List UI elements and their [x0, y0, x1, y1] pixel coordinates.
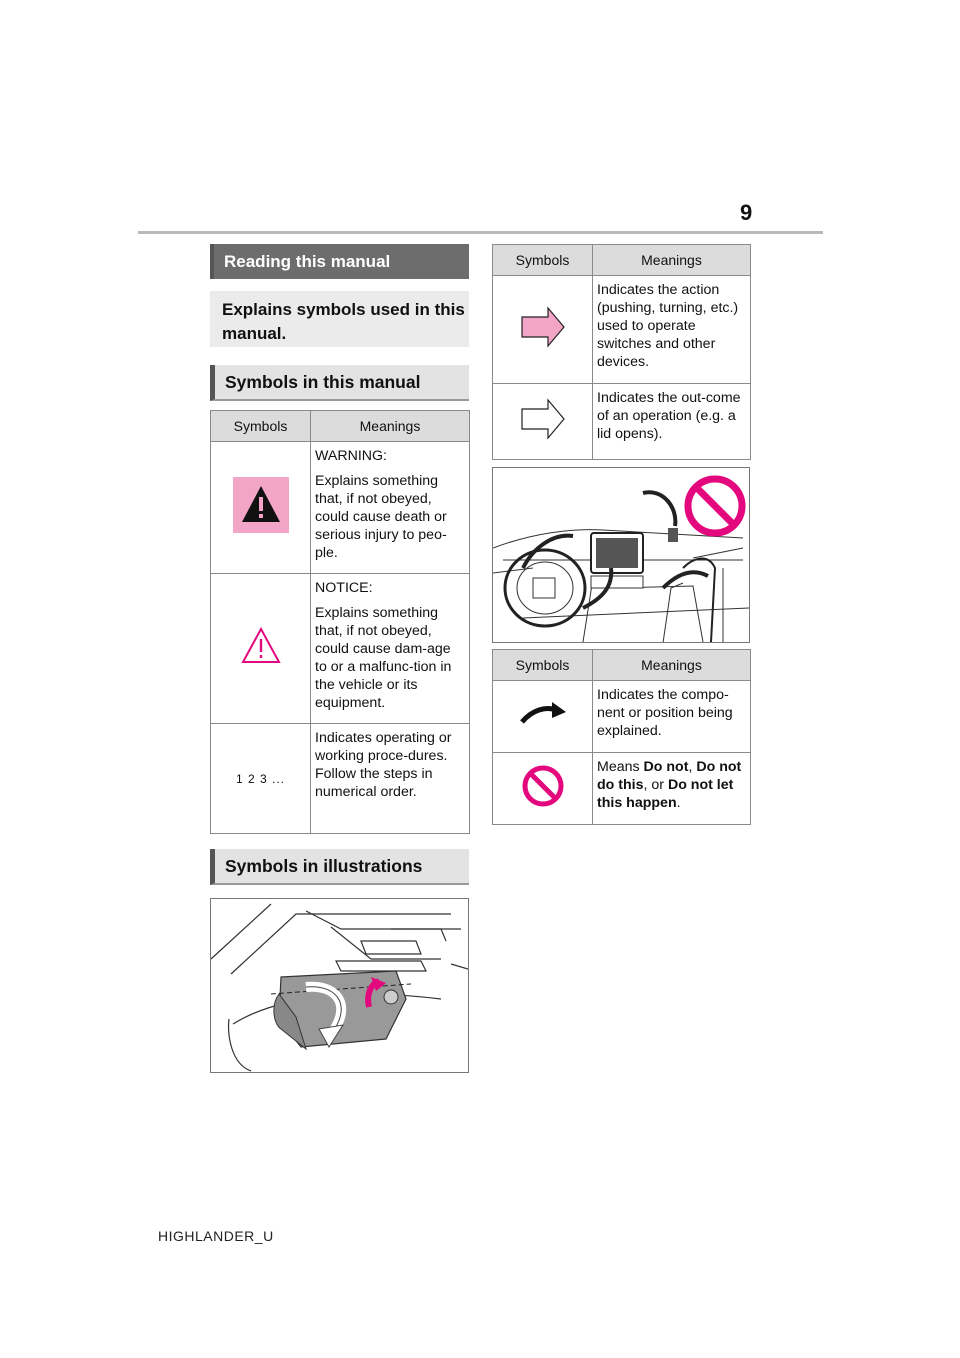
- meaning-text-bold: Do not let this happen: [597, 777, 734, 811]
- meaning-cell: [311, 442, 470, 574]
- table-header-row: [493, 650, 751, 681]
- intro-text: Explains symbols used in this manual.: [210, 291, 469, 347]
- footer-model-code: HIGHLANDER_U: [158, 1228, 274, 1244]
- meaning-cell: [593, 276, 751, 384]
- symbol-cell: [493, 753, 593, 825]
- table-header-row: [493, 245, 751, 276]
- prohibition-icon: [521, 764, 565, 808]
- meaning-text: Indicates the out-come of an operation (e.g. a lid opens).: [597, 390, 741, 442]
- chapter-band: Reading this manual: [210, 244, 469, 279]
- action-arrow-pink-icon: [520, 306, 566, 348]
- col-header-meanings: Meanings: [311, 411, 470, 442]
- meaning-text: Indicates the action (pushing, turning, etc.) used to operate switches and other devices.: [597, 282, 739, 370]
- overhead-console-illustration: [210, 898, 469, 1073]
- table-header-row: [211, 411, 470, 442]
- outcome-arrow-outline-icon: [520, 398, 566, 440]
- symbols-table-manual: [210, 410, 470, 834]
- symbol-cell: [211, 442, 311, 574]
- dashboard-line-drawing: [493, 468, 749, 642]
- header-rule: [138, 231, 823, 234]
- table-row: [211, 574, 470, 724]
- meaning-heading: NOTICE:: [315, 580, 373, 596]
- col-header-symbols: Symbols: [211, 411, 311, 442]
- section-title-symbols-illustrations: Symbols in illustrations: [210, 849, 469, 885]
- console-line-drawing: [211, 899, 468, 1072]
- col-header-meanings: Meanings: [593, 245, 751, 276]
- meaning-text-part: Means: [597, 759, 644, 775]
- section-title-symbols-manual: Symbols in this manual: [210, 365, 469, 401]
- meaning-cell: [593, 753, 751, 825]
- meaning-text-bold: Do not: [643, 759, 689, 775]
- symbol-cell: [493, 276, 593, 384]
- page-number: 9: [740, 200, 753, 225]
- meaning-text-part: ,: [688, 759, 697, 775]
- col-header-meanings: Meanings: [593, 650, 751, 681]
- notice-triangle-outline-icon: [241, 626, 281, 666]
- warning-triangle-filled-icon: [233, 477, 289, 533]
- symbol-cell: [211, 574, 311, 724]
- table-row: [493, 384, 751, 460]
- table-row: [493, 681, 751, 753]
- meaning-cell: [593, 384, 751, 460]
- meaning-text: Indicates operating or working proce-dures. Follow the steps in numerical order.: [315, 730, 452, 800]
- symbol-cell: [493, 384, 593, 460]
- step-numbers-icon: 1 2 3 ...: [235, 771, 286, 786]
- meaning-text: [597, 758, 746, 812]
- symbols-table-pointers: [492, 649, 751, 825]
- table-row: [493, 753, 751, 825]
- curved-pointer-arrow-icon: [518, 700, 568, 728]
- meaning-text-part: .: [676, 795, 681, 811]
- symbol-cell: [211, 724, 311, 834]
- meaning-cell: [593, 681, 751, 753]
- meaning-text: Explains something that, if not obeyed, could cause death or serious injury to peo-ple.: [315, 473, 447, 561]
- symbols-table-arrows: [492, 244, 751, 460]
- meaning-text: Explains something that, if not obeyed, could cause dam-age to or a malfunc-tion in the vehicle or its equipment.: [315, 605, 452, 711]
- table-row: [493, 276, 751, 384]
- table-row: [211, 724, 470, 834]
- meaning-heading: WARNING:: [315, 448, 387, 464]
- symbol-cell: [493, 681, 593, 753]
- meaning-cell: [311, 724, 470, 834]
- meaning-cell: [311, 574, 470, 724]
- meaning-text-bold: Do not do this: [597, 759, 742, 793]
- table-row: [211, 442, 470, 574]
- meaning-text: Indicates the compo-nent or position being explained.: [597, 687, 733, 739]
- col-header-symbols: Symbols: [493, 245, 593, 276]
- meaning-text-part: , or: [643, 777, 668, 793]
- col-header-symbols: Symbols: [493, 650, 593, 681]
- dashboard-illustration: [492, 467, 750, 643]
